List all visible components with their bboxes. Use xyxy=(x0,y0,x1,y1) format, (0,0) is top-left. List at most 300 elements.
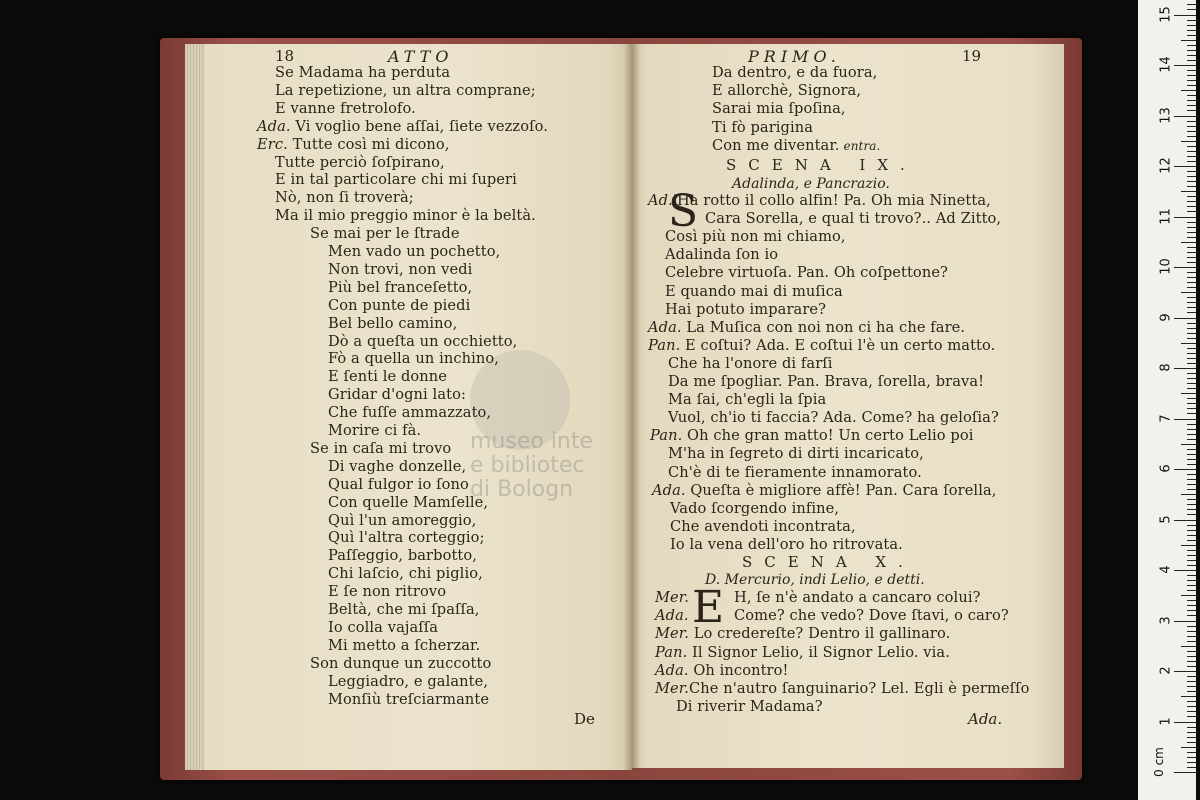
line-text: Queſta è migliore affè! Pan. Cara ſorella, xyxy=(685,481,997,499)
ruler-tick xyxy=(1187,297,1196,298)
ruler-tick xyxy=(1174,469,1196,470)
ruler-tick xyxy=(1187,363,1196,364)
line-text: Da me ſpogliar. Pan. Brava, ſorella, brava! xyxy=(668,373,985,390)
speaker-label: Mer. xyxy=(655,589,689,606)
ruler-tick xyxy=(1174,772,1196,773)
ruler-tick xyxy=(1187,45,1196,46)
line-text: E in tal particolare chi mi ſuperi xyxy=(275,171,517,189)
speaker-label: Ada. xyxy=(652,481,686,499)
ruler-tick xyxy=(1187,161,1196,162)
ruler-tick xyxy=(1187,252,1196,253)
text-line xyxy=(275,171,517,189)
line-text: Se in caſa mi trovo xyxy=(310,439,452,457)
ruler-tick xyxy=(1174,318,1196,319)
text-line xyxy=(328,333,517,351)
ruler-tick xyxy=(1181,141,1196,142)
ruler-tick xyxy=(1187,459,1196,460)
ruler-tick xyxy=(1187,176,1196,177)
text-line xyxy=(328,476,469,494)
text-line xyxy=(705,210,1001,228)
ruler-tick xyxy=(1187,50,1196,51)
text-line xyxy=(655,680,1030,698)
text-line xyxy=(665,246,778,264)
ruler-tick xyxy=(1187,615,1196,616)
line-text: Oh incontro! xyxy=(688,661,789,679)
ruler-tick xyxy=(1187,383,1196,384)
ruler-tick xyxy=(1187,277,1196,278)
ruler-tick xyxy=(1187,691,1196,692)
text-line xyxy=(668,445,924,463)
ruler-tick xyxy=(1174,520,1196,521)
ruler-tick xyxy=(1187,201,1196,202)
ruler-tick xyxy=(1187,732,1196,733)
line-text: Cara Sorella, e qual ti trovo?.. Ad Zitto, xyxy=(705,210,1002,228)
ruler-tick xyxy=(1187,454,1196,455)
text-line xyxy=(328,458,466,476)
text-line xyxy=(328,601,480,619)
line-text: M'ha in ſegreto di dirti incaricato, xyxy=(668,445,924,463)
text-line xyxy=(328,565,483,583)
text-line xyxy=(328,673,488,691)
text-line xyxy=(328,261,472,279)
ruler-tick xyxy=(1187,110,1196,111)
text-line xyxy=(328,279,472,297)
line-text: Quì l'altra corteggio; xyxy=(328,529,485,547)
ruler-tick xyxy=(1187,196,1196,197)
text-line xyxy=(328,583,446,601)
ruler-number: 13 xyxy=(1158,106,1174,124)
text-line xyxy=(275,189,414,207)
line-text: Fò a quella un inchino, xyxy=(328,350,500,368)
ruler-tick xyxy=(1187,530,1196,531)
ruler-tick xyxy=(1187,333,1196,334)
line-text: E coſtui? Ada. E coſtui l'è un certo matto. xyxy=(680,336,996,354)
text-line xyxy=(712,100,846,118)
text-line xyxy=(328,422,421,440)
line-text: Chi laſcio, chi piglio, xyxy=(328,565,483,583)
left-page-number: 18 xyxy=(275,47,295,65)
text-line xyxy=(275,207,536,225)
right-catchword: Ada. xyxy=(968,710,1003,728)
ruler-tick xyxy=(1187,328,1196,329)
text-line xyxy=(648,337,995,355)
text-line xyxy=(328,350,499,368)
watermark-line: di Bologn xyxy=(470,477,574,502)
line-text: Che fuſſe ammazzato, xyxy=(328,404,492,422)
ruler-tick xyxy=(1181,90,1196,91)
ruler-tick xyxy=(1181,40,1196,41)
ruler-tick xyxy=(1181,292,1196,293)
text-line xyxy=(648,192,991,210)
measuring-ruler xyxy=(1138,0,1196,800)
line-text: Tutte così mi dicono, xyxy=(287,135,450,153)
ruler-tick xyxy=(1187,600,1196,601)
ruler-tick xyxy=(1187,686,1196,687)
ruler-tick xyxy=(1187,75,1196,76)
ruler-tick xyxy=(1187,656,1196,657)
left-running-head: ATTO xyxy=(388,47,454,66)
ruler-number: 3 xyxy=(1158,615,1174,625)
speaker-label: Ada. xyxy=(655,607,689,625)
text-line xyxy=(665,283,843,301)
ruler-tick xyxy=(1187,429,1196,430)
ruler-tick xyxy=(1187,302,1196,303)
speaker-label: Erc. xyxy=(257,135,288,153)
line-text: Che ha l'onore di farſi xyxy=(668,354,833,372)
ruler-tick xyxy=(1187,171,1196,172)
ruler-tick xyxy=(1187,353,1196,354)
line-text: Di riverir Madama? xyxy=(676,698,823,716)
line-text: Io colla vajaſſa xyxy=(328,618,439,636)
ruler-tick xyxy=(1187,131,1196,132)
ruler-tick xyxy=(1187,610,1196,611)
ruler-tick xyxy=(1187,706,1196,707)
ruler-tick xyxy=(1187,605,1196,606)
line-text: Mi metto a ſcherzar. xyxy=(328,636,481,654)
ruler-tick xyxy=(1187,651,1196,652)
ruler-unit: 0 cm xyxy=(1151,747,1166,777)
ruler-number: 8 xyxy=(1158,363,1174,372)
ruler-tick xyxy=(1187,484,1196,485)
scene-ix-heading: SCENA IX. xyxy=(726,156,917,174)
watermark-text xyxy=(470,430,593,502)
ruler-tick xyxy=(1181,646,1196,647)
ruler-tick xyxy=(1187,373,1196,374)
ruler-tick xyxy=(1187,752,1196,753)
text-line xyxy=(328,637,480,655)
line-text: Quì l'un amoreggio, xyxy=(328,511,477,529)
line-text: E ſe non ritrovo xyxy=(328,583,447,601)
text-line xyxy=(310,655,491,673)
scene-x-characters: D. Mercurio, indi Lelio, e detti. xyxy=(705,572,925,588)
ruler-tick xyxy=(1187,247,1196,248)
ruler-tick xyxy=(1187,525,1196,526)
ruler-tick xyxy=(1187,575,1196,576)
ruler-tick xyxy=(1187,262,1196,263)
ruler-tick xyxy=(1174,15,1196,16)
ruler-tick xyxy=(1187,767,1196,768)
ruler-tick xyxy=(1187,312,1196,313)
text-line xyxy=(328,315,457,333)
ruler-tick xyxy=(1187,661,1196,662)
line-text: Vi voglio bene aſſai, ſiete vezzoſo. xyxy=(290,117,548,135)
ruler-tick xyxy=(1187,737,1196,738)
ruler-number: 12 xyxy=(1158,157,1174,174)
text-line xyxy=(275,82,536,100)
ruler-number: 4 xyxy=(1158,565,1174,574)
ruler-tick xyxy=(1187,282,1196,283)
speaker-label: Pan. xyxy=(648,336,681,354)
ruler-tick xyxy=(1187,136,1196,137)
ruler-tick xyxy=(1187,727,1196,728)
ruler-tick xyxy=(1174,217,1196,218)
text-line xyxy=(257,136,450,154)
ruler-tick xyxy=(1187,762,1196,763)
ruler-tick xyxy=(1181,747,1196,748)
ruler-tick xyxy=(1181,444,1196,445)
text-line xyxy=(668,409,999,427)
ruler-tick xyxy=(1187,636,1196,637)
book-gutter xyxy=(624,44,640,770)
ruler-tick xyxy=(1187,585,1196,586)
ruler-tick xyxy=(1187,307,1196,308)
ruler-tick xyxy=(1187,206,1196,207)
ruler-number: 5 xyxy=(1158,514,1174,524)
text-line xyxy=(328,547,477,565)
ruler-tick xyxy=(1187,716,1196,717)
text-line xyxy=(668,464,922,482)
line-text: Gridar d'ogni lato: xyxy=(328,386,466,404)
text-line xyxy=(712,64,877,82)
text-line xyxy=(670,518,856,536)
speaker-label: Ada. xyxy=(655,661,689,679)
ruler-tick xyxy=(1187,287,1196,288)
ruler-number: 2 xyxy=(1158,666,1174,675)
text-line xyxy=(670,536,903,554)
ruler-tick xyxy=(1187,151,1196,152)
ruler-tick xyxy=(1187,757,1196,758)
text-line xyxy=(652,482,997,500)
ruler-number: 15 xyxy=(1158,5,1174,23)
line-text: Con punte de piedi xyxy=(328,296,471,314)
speaker-label: Ad. xyxy=(648,192,673,209)
text-line xyxy=(328,297,470,315)
page-edges xyxy=(185,44,205,770)
ruler-tick xyxy=(1187,35,1196,36)
ruler-number: 1 xyxy=(1158,716,1174,726)
ruler-tick xyxy=(1174,267,1196,268)
ruler-tick xyxy=(1181,191,1196,192)
line-text: Morire ci fà. xyxy=(328,422,422,439)
ruler-tick xyxy=(1187,121,1196,122)
ruler-tick xyxy=(1187,434,1196,435)
ruler-tick xyxy=(1187,25,1196,26)
ruler-tick xyxy=(1187,4,1196,5)
text-line xyxy=(328,386,466,404)
ruler-tick xyxy=(1187,126,1196,127)
ruler-number: 10 xyxy=(1158,258,1174,275)
ruler-tick xyxy=(1187,449,1196,450)
text-line xyxy=(676,698,823,716)
line-text: Se mai per le ſtrade xyxy=(310,225,460,243)
ruler-tick xyxy=(1187,631,1196,632)
ruler-number: 9 xyxy=(1158,312,1174,322)
ruler-tick xyxy=(1187,711,1196,712)
ruler-tick xyxy=(1187,323,1196,324)
ruler-tick xyxy=(1181,393,1196,394)
watermark-line: museo inte xyxy=(470,429,594,454)
line-text: Io la vena dell'oro ho ritrovata. xyxy=(670,535,903,553)
right-running-head: PRIMO. xyxy=(748,47,841,66)
speaker-label: Pan. xyxy=(655,643,688,661)
line-text: Nò, non ſi troverà; xyxy=(275,189,414,207)
line-text: Leggiadro, e galante, xyxy=(328,672,489,690)
line-text: Monſiù treſciarmante xyxy=(328,690,490,708)
ruler-tick xyxy=(1181,242,1196,243)
drop-cap-e: E xyxy=(692,582,725,633)
ruler-number: 7 xyxy=(1158,413,1174,423)
ruler-number: 14 xyxy=(1158,56,1174,73)
ruler-tick xyxy=(1187,232,1196,233)
line-text: Bel bello camino, xyxy=(328,314,458,332)
speaker-label: Pan. xyxy=(650,427,683,445)
ruler-number: 6 xyxy=(1158,464,1174,473)
ruler-tick xyxy=(1187,222,1196,223)
text-line xyxy=(668,391,826,409)
line-text: Men vado un pochetto, xyxy=(328,243,501,260)
ruler-tick xyxy=(1174,621,1196,622)
stage-direction: entra. xyxy=(839,138,881,153)
ruler-tick xyxy=(1187,464,1196,465)
ruler-tick xyxy=(1187,676,1196,677)
text-line xyxy=(328,404,491,422)
line-text: Con me diventar. xyxy=(712,136,840,154)
scene-ix-characters: Adalinda, e Pancrazio. xyxy=(732,176,890,192)
ruler-tick xyxy=(1181,494,1196,495)
line-text: La repetizione, un altra comprane; xyxy=(275,81,536,99)
text-line xyxy=(665,264,948,282)
line-text: Con quelle Mamſelle, xyxy=(328,493,489,511)
line-text: Oh che gran matto! Un certo Lelio poi xyxy=(682,427,974,445)
text-line xyxy=(670,500,839,518)
ruler-tick xyxy=(1174,65,1196,66)
ruler-tick xyxy=(1187,95,1196,96)
ruler-tick xyxy=(1174,116,1196,117)
ruler-tick xyxy=(1187,701,1196,702)
ruler-tick xyxy=(1187,413,1196,414)
text-line xyxy=(650,427,974,445)
ruler-tick xyxy=(1187,403,1196,404)
ruler-tick xyxy=(1187,666,1196,667)
ruler-tick xyxy=(1174,419,1196,420)
ruler-tick xyxy=(1187,156,1196,157)
ruler-tick xyxy=(1174,368,1196,369)
line-text: Di vaghe donzelle, xyxy=(328,457,467,475)
speaker-label: Mer. xyxy=(655,680,689,697)
ruler-tick xyxy=(1187,742,1196,743)
ruler-tick xyxy=(1187,388,1196,389)
line-text: Beltà, che mi ſpaſſa, xyxy=(328,601,480,618)
ruler-tick xyxy=(1187,565,1196,566)
ruler-tick xyxy=(1187,358,1196,359)
watermark-line: e bibliotec xyxy=(470,453,585,478)
line-text: Qual fulgor io ſono xyxy=(328,475,469,493)
line-text: Dò a queſta un occhietto, xyxy=(328,332,518,350)
text-line xyxy=(310,225,460,243)
ruler-tick xyxy=(1187,550,1196,551)
ruler-tick xyxy=(1187,535,1196,536)
line-text: Che avendoti incontrata, xyxy=(670,517,856,535)
ruler-tick xyxy=(1181,343,1196,344)
ruler-tick xyxy=(1187,514,1196,515)
line-text: Paſſeggio, barbotto, xyxy=(328,547,478,565)
line-text: E vanne fretrolofo. xyxy=(275,99,416,117)
ruler-tick xyxy=(1187,211,1196,212)
ruler-tick xyxy=(1187,590,1196,591)
ruler-tick xyxy=(1174,166,1196,167)
text-line xyxy=(328,512,476,530)
text-line xyxy=(275,154,445,172)
line-text: Hai potuto imparare? xyxy=(665,300,827,318)
ruler-tick xyxy=(1187,560,1196,561)
ruler-tick xyxy=(1187,181,1196,182)
ruler-tick xyxy=(1174,570,1196,571)
ruler-tick xyxy=(1187,378,1196,379)
left-catchword: De xyxy=(574,710,595,728)
text-line xyxy=(665,301,826,319)
right-page-number: 19 xyxy=(962,47,982,65)
ruler-tick xyxy=(1187,257,1196,258)
line-text: Vuol, ch'io ti faccia? Ada. Come? ha geloſia? xyxy=(668,409,999,427)
line-text: Come? che vedo? Dove ſtavi, o caro? xyxy=(734,607,1009,625)
scene-x-heading: SCENA X. xyxy=(742,553,915,571)
ruler-tick xyxy=(1187,509,1196,510)
line-text: 'Ha rotto il collo alfin! Pa. Oh mia Ninetta, xyxy=(672,192,991,209)
ruler-tick xyxy=(1174,722,1196,723)
ruler-tick xyxy=(1187,55,1196,56)
ruler-tick xyxy=(1187,20,1196,21)
line-text: Così più non mi chiamo, xyxy=(665,228,846,246)
ruler-tick xyxy=(1187,681,1196,682)
ruler-tick xyxy=(1187,85,1196,86)
ruler-tick xyxy=(1174,671,1196,672)
ruler-tick xyxy=(1187,227,1196,228)
line-text: Celebre virtuoſa. Pan. Oh coſpettone? xyxy=(665,264,948,282)
line-text: Non trovi, non vedi xyxy=(328,260,473,278)
text-line xyxy=(328,529,485,547)
ruler-tick xyxy=(1187,237,1196,238)
ruler-tick xyxy=(1187,424,1196,425)
line-text: E allorchè, Signora, xyxy=(712,82,862,100)
text-line xyxy=(328,494,488,512)
line-text: E quando mai di muſica xyxy=(665,282,843,300)
ruler-tick xyxy=(1187,272,1196,273)
ruler-tick xyxy=(1187,641,1196,642)
ruler-tick xyxy=(1187,80,1196,81)
text-line xyxy=(655,662,788,680)
ruler-tick xyxy=(1187,479,1196,480)
text-line xyxy=(275,64,450,82)
text-line xyxy=(668,373,984,391)
text-line xyxy=(648,319,965,337)
line-text: Sarai mia ſpoſina, xyxy=(712,100,846,118)
ruler-tick xyxy=(1187,60,1196,61)
drop-cap-s: S xyxy=(668,186,699,237)
ruler-tick xyxy=(1187,30,1196,31)
ruler-tick xyxy=(1187,626,1196,627)
text-line xyxy=(328,691,489,709)
line-text: La Muſica con noi non ci ha che fare. xyxy=(681,318,966,336)
text-line xyxy=(655,644,950,662)
line-text: Ti fò parigina xyxy=(712,118,814,136)
line-text: Vado ſcorgendo infine, xyxy=(670,499,840,517)
line-text: Se Madama ha perduta xyxy=(275,64,451,81)
line-text: Il Signor Lelio, il Signor Lelio. via. xyxy=(687,643,950,661)
ruler-tick xyxy=(1187,146,1196,147)
line-text: Lo credereſte? Dentro il gallinaro. xyxy=(689,625,951,643)
text-line xyxy=(712,119,813,137)
line-text: Che n'autro ſanguinario? Lel. Egli è permeſſo xyxy=(689,680,1030,697)
text-line xyxy=(257,118,548,136)
text-line xyxy=(328,619,438,637)
ruler-tick xyxy=(1187,439,1196,440)
line-text: Adalinda ſon io xyxy=(665,246,779,264)
speaker-label: Ada. xyxy=(257,117,291,135)
line-text: H, ſe n'è andato a cancaro colui? xyxy=(734,589,981,606)
text-line xyxy=(668,355,833,373)
ruler-tick xyxy=(1181,595,1196,596)
text-line xyxy=(712,137,880,155)
